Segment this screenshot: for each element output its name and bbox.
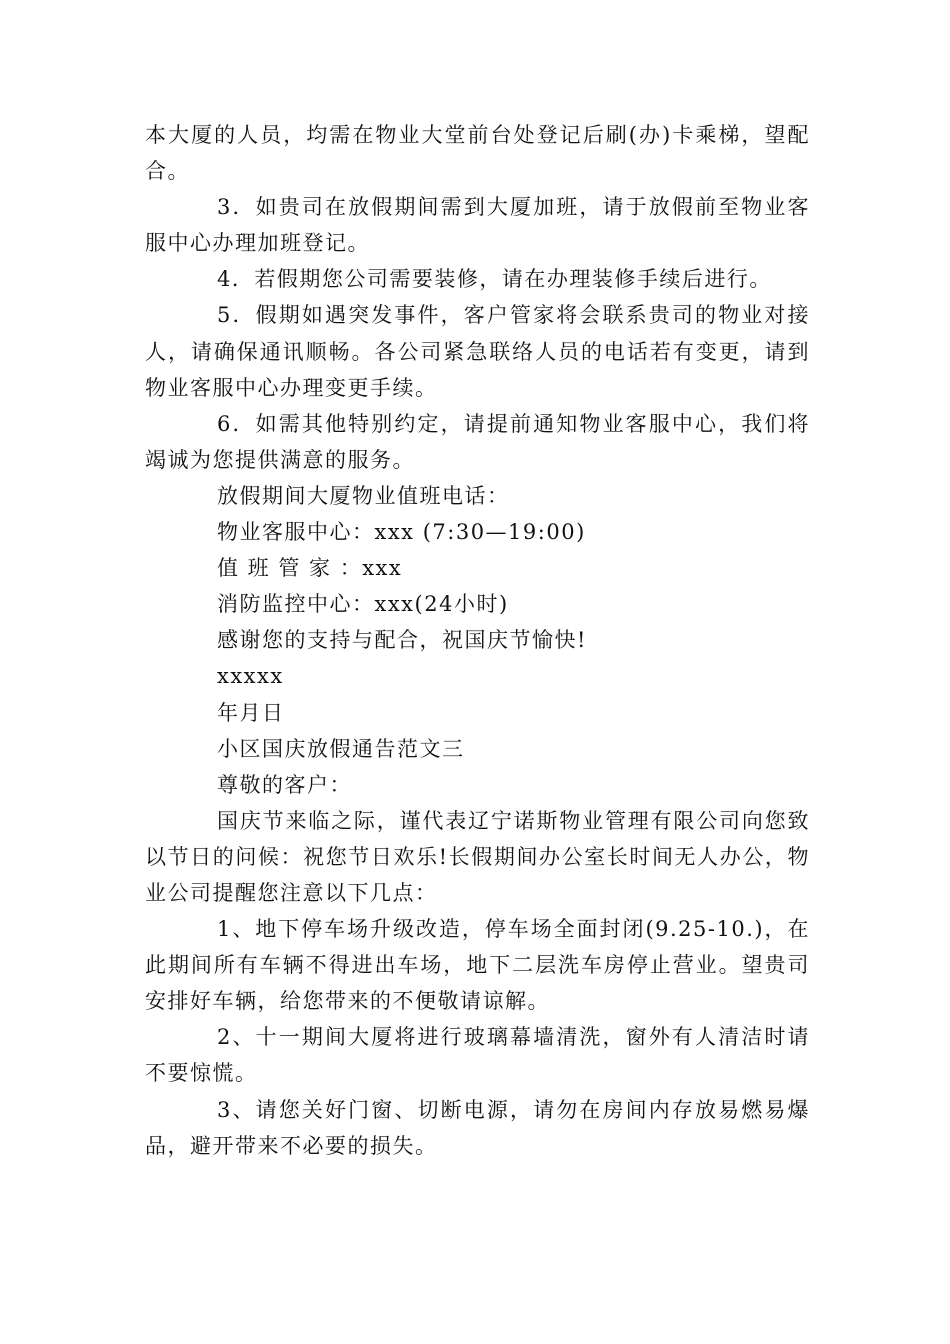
paragraph-item-6: 6．如需其他特别约定，请提前通知物业客服中心，我们将竭诚为您提供满意的服务。: [145, 411, 810, 472]
date-line: 年月日: [217, 700, 285, 725]
paragraph-item-4: 4．若假期您公司需要装修，请在办理装修手续后进行。: [217, 267, 772, 292]
thanks-line: 感谢您的支持与配合，祝国庆节愉快!: [217, 628, 587, 653]
signature: xxxxx: [217, 664, 284, 689]
greeting: 尊敬的客户：: [217, 772, 352, 797]
duty-service-center: 物业客服中心：xxx (7:30—19:00): [217, 520, 586, 545]
paragraph-item-5: 5．假期如遇突发事件，客户管家将会联系贵司的物业对接人，请确保通讯顺畅。各公司紧急联络人员的电话若有变更，请到物业客服中心办理变更手续。: [145, 303, 810, 400]
section-title: 小区国庆放假通告范文三: [217, 736, 465, 761]
duty-manager: 值 班 管 家 ：xxx: [217, 556, 403, 581]
paragraph-continued: 本大厦的人员，均需在物业大堂前台处登记后刷(办)卡乘梯，望配合。: [145, 123, 810, 184]
duty-phone-heading: 放假期间大厦物业值班电话：: [217, 483, 510, 508]
list-item-2: 2、十一期间大厦将进行玻璃幕墙清洗，窗外有人清洁时请不要惊慌。: [145, 1025, 810, 1086]
duty-fire-control: 消防监控中心：xxx(24小时): [217, 592, 509, 617]
paragraph-item-3: 3．如贵司在放假期间需到大厦加班，请于放假前至物业客服中心办理加班登记。: [145, 195, 810, 256]
document-body: [145, 117, 810, 1164]
list-item-3: 3、请您关好门窗、切断电源，请勿在房间内存放易燃易爆品，避开带来不必要的损失。: [145, 1097, 810, 1158]
list-item-1: 1、地下停车场升级改造，停车场全面封闭(9.25-10.)，在此期间所有车辆不得进出车场，地下二层洗车房停止营业。望贵司安排好车辆，给您带来的不便敬请谅解。: [145, 917, 810, 1014]
paragraph-intro: 国庆节来临之际，谨代表辽宁诺斯物业管理有限公司向您致以节日的问候：祝您节日欢乐!长假期间办公室长时间无人办公，物业公司提醒您注意以下几点：: [145, 808, 810, 905]
